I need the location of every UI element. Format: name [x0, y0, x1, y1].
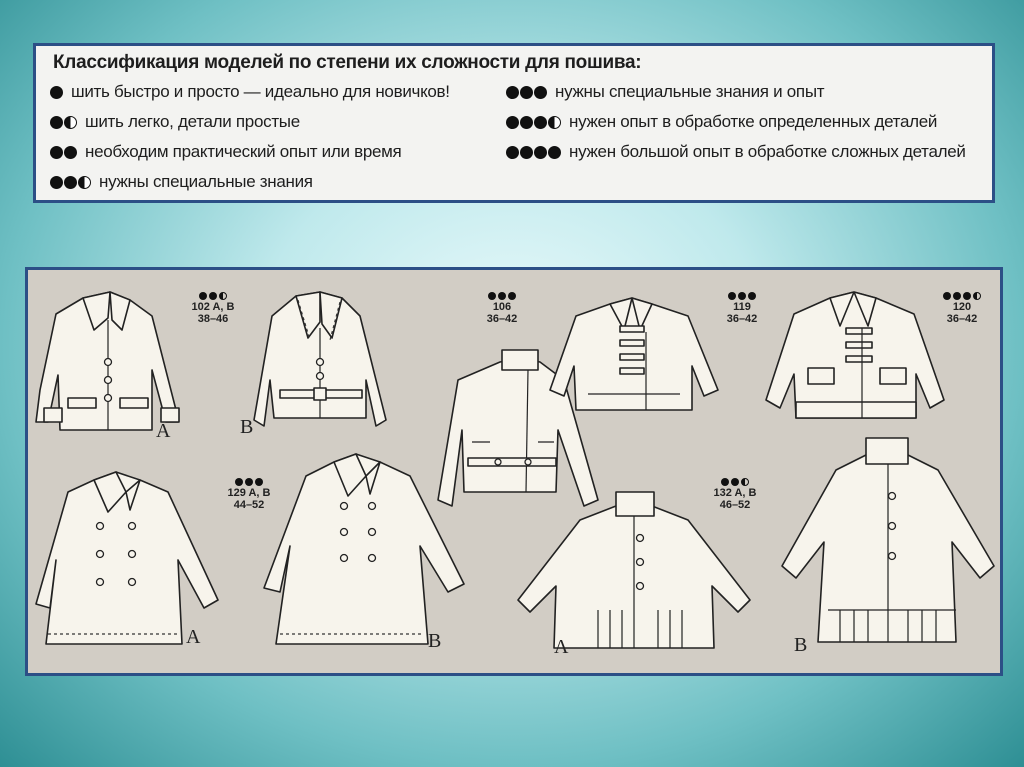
model-119-label	[712, 292, 772, 325]
model-sizes: 46–52	[719, 499, 751, 511]
variant-label-132a: A	[554, 636, 569, 658]
jacket-132b-sketch	[782, 438, 994, 642]
complexity-dots-icon	[506, 146, 562, 159]
model-sizes: 36–42	[946, 313, 978, 325]
jacket-129b-sketch	[264, 454, 464, 644]
complexity-legend	[33, 43, 995, 203]
complexity-dots-icon	[700, 478, 770, 486]
model-129-label	[214, 478, 284, 511]
complexity-dots-icon	[506, 116, 562, 129]
model-number: 102 A, B	[191, 301, 235, 313]
complexity-dots-icon	[472, 292, 532, 300]
jacket-132a-sketch	[518, 492, 750, 648]
legend-item-6	[506, 112, 937, 132]
model-120-label	[932, 292, 992, 325]
complexity-dots-icon	[178, 292, 248, 300]
jacket-119-sketch	[550, 298, 718, 410]
complexity-dots-icon	[712, 292, 772, 300]
legend-item-text: нужен большой опыт в обработке сложных деталей	[569, 142, 966, 161]
model-number: 129 A, B	[227, 487, 271, 499]
complexity-dots-icon	[50, 86, 64, 99]
model-106-label	[472, 292, 532, 325]
legend-title: Классификация моделей по степени их сложности для пошива:	[53, 52, 642, 73]
legend-item-7	[506, 142, 966, 162]
variant-label-129b: B	[428, 630, 442, 652]
legend-item-3	[50, 142, 401, 162]
complexity-dots-icon	[50, 116, 78, 129]
complexity-dots-icon	[214, 478, 284, 486]
variant-label-129a: A	[186, 626, 201, 648]
pattern-catalog	[25, 267, 1003, 676]
legend-item-text: шить легко, детали простые	[85, 112, 300, 131]
legend-item-text: необходим практический опыт или время	[85, 142, 402, 161]
model-sizes: 36–42	[726, 313, 758, 325]
model-132-label	[700, 478, 770, 511]
model-number: 120	[952, 301, 972, 313]
model-sizes: 36–42	[486, 313, 518, 325]
model-number: 119	[733, 301, 751, 313]
model-sizes: 44–52	[233, 499, 265, 511]
jacket-102a-sketch	[36, 292, 179, 430]
complexity-dots-icon	[932, 292, 992, 300]
jacket-102b-sketch	[254, 292, 386, 426]
legend-item-4	[50, 172, 313, 192]
legend-item-1	[50, 82, 450, 102]
model-number: 132 A, B	[713, 487, 757, 499]
legend-item-2	[50, 112, 300, 132]
complexity-dots-icon	[50, 176, 92, 189]
variant-label-102a: A	[156, 420, 171, 442]
complexity-dots-icon	[506, 86, 548, 99]
variant-label-132b: B	[794, 634, 808, 656]
model-number: 106	[492, 301, 512, 313]
model-sizes: 38–46	[197, 313, 229, 325]
legend-item-5	[506, 82, 824, 102]
legend-item-text: шить быстро и просто — идеально для новичков!	[71, 82, 450, 101]
jacket-120-sketch	[766, 292, 944, 418]
model-102-label	[178, 292, 248, 325]
variant-label-102b: B	[240, 416, 254, 438]
jacket-129a-sketch	[36, 472, 218, 644]
jacket-sketches	[28, 270, 1000, 673]
legend-item-text: нужны специальные знания и опыт	[555, 82, 825, 101]
legend-item-text: нужен опыт в обработке определенных деталей	[569, 112, 938, 131]
complexity-dots-icon	[50, 146, 78, 159]
legend-item-text: нужны специальные знания	[99, 172, 313, 191]
